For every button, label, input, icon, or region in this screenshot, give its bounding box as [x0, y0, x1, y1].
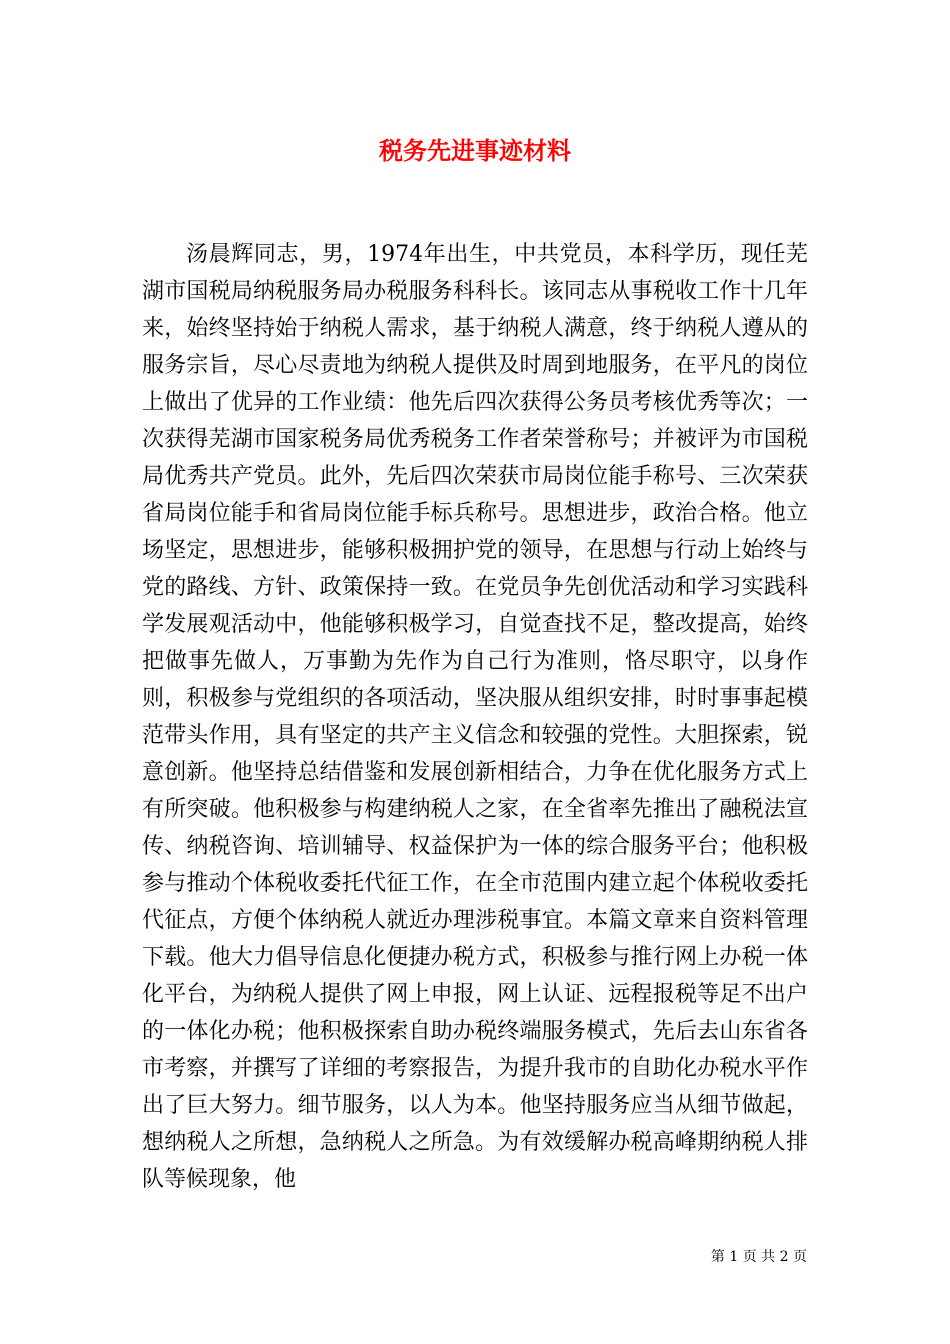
page-number-footer: 第 1 页 共 2 页 [710, 1249, 807, 1265]
document-title: 税务先进事迹材料 [379, 136, 571, 165]
document-body-paragraph: 汤晨辉同志，男，1974年出生，中共党员，本科学历，现任芜湖市国税局纳税服务局办税服务科科长。该同志从事税收工作十几年来，始终坚持始于纳税人需求，基于纳税人满意，终于纳税人遵从的服务宗旨，尽心尽责地为纳税人提供及时周到地服务，在平凡的岗位上做出了优异的工作业绩：他先后四次获得公务员考核优秀等次；一次获得芜湖市国家税务局优秀税务工作者荣誉称号；并被评为市国税局优秀共产党员。此外，先后四次荣获市局岗位能手称号、三次荣获省局岗位能手和省局岗位能手标兵称号。思想进步，政治合格。他立场坚定，思想进步，能够积极拥护党的领导，在思想与行动上始终与党的路线、方针、政策保持一致。在党员争先创优活动和学习实践科学发展观活动中，他能够积极学习，自觉查找不足，整改提高，始终把做事先做人，万事勤为先作为自己行为准则，恪尽职守，以身作则，积极参与党组织的各项活动，坚决服从组织安排，时时事事起模范带头作用，具有坚定的共产主义信念和较强的党性。大胆探索，锐意创新。他坚持总结借鉴和发展创新相结合，力争在优化服务方式上有所突破。他积极参与构建纳税人之家，在全省率先推出了融税法宣传、纳税咨询、培训辅导、权益保护为一体的综合服务平台；他积极参与推动个体税收委托代征工作，在全市范围内建立起个体税收委托代征点，方便个体纳税人就近办理涉税事宜。本篇文章来自资料管理下载。他大力倡导信息化便捷办税方式，积极参与推行网上办税一体化平台，为纳税人提供了网上申报，网上认证、远程报税等足不出户的一体化办税；他积极探索自助办税终端服务模式，先后去山东省各市考察，并撰写了详细的考察报告，为提升我市的自助化办税水平作出了巨大努力。细节服务，以人为本。他坚持服务应当从细节做起，想纳税人之所想，急纳税人之所急。为有效缓解办税高峰期纳税人排队等候现象，他 [142, 242, 808, 1192]
